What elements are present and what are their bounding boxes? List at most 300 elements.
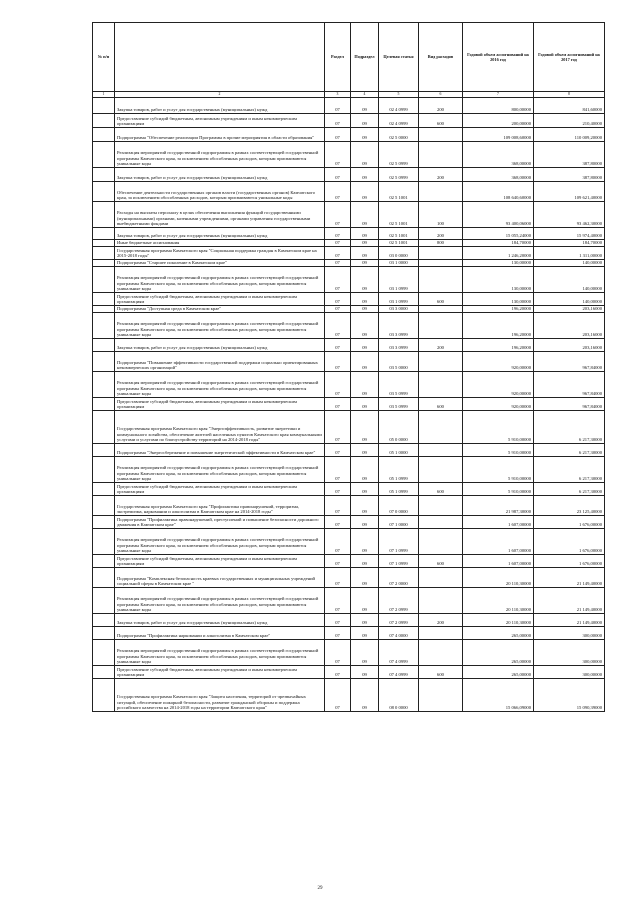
column-number: 8 [534,92,605,98]
row-number [93,260,115,267]
row-name: Предоставление субсидий бюджетным, автономным учреждениям и иным некоммерческим организациям [115,114,325,128]
row-subsection: 09 [351,679,379,712]
row-amount-2017: 387,80000 [534,168,605,182]
row-amount-2017: 140,00000 [534,260,605,267]
row-number [93,247,115,260]
row-name: Предоставление субсидий бюджетным, автономным учреждениям и иным некоммерческим организациям [115,666,325,679]
row-subsection: 09 [351,614,379,627]
row-amount-2016: 200,00000 [463,114,534,128]
row-number [93,568,115,588]
row-expense-type [419,142,463,168]
row-number [93,666,115,679]
row-number [93,372,115,398]
row-target-article: 02 5 0999 [379,168,419,182]
row-target-article: 07 2 0999 [379,614,419,627]
row-expense-type: 600 [419,398,463,411]
row-target-article: 02 4 0999 [379,114,419,128]
row-subsection: 09 [351,516,379,529]
row-amount-2016: 196,20000 [463,306,534,313]
budget-document [92,22,604,712]
header-number: № п/п [93,23,115,92]
row-target-article: 05 0 0000 [379,411,419,444]
row-target-article: 07 4 0999 [379,666,419,679]
row-section: 07 [325,182,351,202]
row-amount-2017: 387,80000 [534,142,605,168]
row-number [93,202,115,228]
row-section: 07 [325,588,351,614]
row-name: Подпрограмма "Комплексная безопасность краевых государственных и муниципальных учреждений социальной сферы в Камчатском крае " [115,568,325,588]
row-name: Государственная программа Камчатского края "Социальная поддержка граждан в Камчатском крае на 2015-2018 годы" [115,247,325,260]
row-number [93,142,115,168]
row-amount-2017: 21 149,40000 [534,588,605,614]
row-number [93,114,115,128]
row-subsection: 09 [351,313,379,339]
column-number: 3 [325,92,351,98]
row-amount-2016: 920,00000 [463,352,534,372]
header-subsection: Подраздел [351,23,379,92]
row-subsection: 09 [351,240,379,247]
row-name: Подпрограмма "Профилактика правонарушений, преступлений и повышение безопасности дорожного движения в Камчатском крае" [115,516,325,529]
row-amount-2017: 15 974,40000 [534,228,605,240]
table-row [93,568,605,588]
table-row [93,182,605,202]
column-number: 1 [93,92,115,98]
row-amount-2016: 368,00000 [463,168,534,182]
row-target-article: 05 1 0999 [379,483,419,496]
table-row [93,267,605,293]
table-row [93,260,605,267]
row-section: 07 [325,339,351,352]
table-row [93,372,605,398]
row-section: 07 [325,627,351,640]
table-row [93,640,605,666]
row-target-article: 07 0 0000 [379,496,419,516]
row-number [93,496,115,516]
row-subsection: 09 [351,444,379,457]
row-expense-type [419,679,463,712]
row-subsection: 09 [351,588,379,614]
row-subsection: 09 [351,555,379,568]
row-name: Реализация мероприятий государственной подпрограммы в рамках соответствующей государственной программы Камчатского края, за исключением обособленных расходов, которым присваиваются уникальные коды [115,457,325,483]
row-name: Государственная программа Камчатского края "Профилактика правонарушений, терроризма, экстремизма, наркомании и алкоголизма в Камчатском крае на 2014-2018 годы" [115,496,325,516]
row-target-article: 02 5 1001 [379,202,419,228]
row-amount-2017: 841,60000 [534,98,605,114]
row-target-article: 07 1 0000 [379,516,419,529]
row-number [93,588,115,614]
row-name: Реализация мероприятий государственной подпрограммы в рамках соответствующей государственной программы Камчатского края, за исключением обособленных расходов, которым присваиваются уникальные коды [115,372,325,398]
row-section: 07 [325,240,351,247]
row-amount-2016: 368,00000 [463,142,534,168]
row-amount-2016: 20 110,30000 [463,568,534,588]
row-amount-2016: 800,00000 [463,98,534,114]
row-section: 07 [325,516,351,529]
row-section: 07 [325,614,351,627]
row-section: 07 [325,247,351,260]
row-amount-2016: 5 910,00000 [463,457,534,483]
row-number [93,182,115,202]
row-target-article: 02 5 1001 [379,228,419,240]
row-expense-type [419,247,463,260]
row-subsection: 09 [351,666,379,679]
row-expense-type [419,313,463,339]
row-amount-2017: 93 462,30000 [534,202,605,228]
row-expense-type: 200 [419,228,463,240]
row-section: 07 [325,568,351,588]
row-target-article: 07 2 0999 [379,588,419,614]
row-number [93,457,115,483]
row-number [93,313,115,339]
row-expense-type: 600 [419,555,463,568]
row-amount-2017: 21 149,40000 [534,614,605,627]
column-number: 6 [419,92,463,98]
row-amount-2017: 23 125,40000 [534,496,605,516]
row-expense-type [419,372,463,398]
row-name: Реализация мероприятий государственной подпрограммы в рамках соответствующей государственной программы Камчатского края, за исключением обособленных расходов, которым присваиваются уникальные коды [115,313,325,339]
row-subsection: 09 [351,98,379,114]
row-name: Реализация мероприятий государственной подпрограммы в рамках соответствующей государственной программы Камчатского края, за исключением обособленных расходов, которым присваиваются уникальные коды [115,588,325,614]
row-section: 07 [325,128,351,142]
row-amount-2016: 1 607,00000 [463,529,534,555]
table-row [93,614,605,627]
row-section: 07 [325,168,351,182]
row-subsection: 09 [351,228,379,240]
row-name: Расходы на выплаты персоналу в целях обеспечения выполнения функций государственными (муниципальными) органами, казенными учреждениями, органами управления государственными внебюджетными фондами [115,202,325,228]
row-name: Реализация мероприятий государственной подпрограммы в рамках соответствующей государственной программы Камчатского края, за исключением обособленных расходов, которым присваиваются уникальные коды [115,529,325,555]
row-expense-type [419,260,463,267]
table-row [93,228,605,240]
row-subsection: 09 [351,496,379,516]
table-row [93,444,605,457]
row-amount-2017: 203,16000 [534,339,605,352]
table-row [93,142,605,168]
row-amount-2017: 140,00000 [534,267,605,293]
header-section: Раздел [325,23,351,92]
table-row [93,313,605,339]
row-amount-2017: 6 217,30000 [534,457,605,483]
table-row [93,352,605,372]
row-expense-type: 200 [419,98,463,114]
row-subsection: 09 [351,182,379,202]
row-target-article: 05 1 0999 [379,457,419,483]
row-number [93,398,115,411]
header-target-article: Целевая статья [379,23,419,92]
row-subsection: 09 [351,352,379,372]
row-section: 07 [325,457,351,483]
row-target-article: 03 3 0999 [379,313,419,339]
row-expense-type: 800 [419,240,463,247]
row-amount-2016: 15 055,24000 [463,228,534,240]
row-expense-type [419,627,463,640]
row-section: 07 [325,411,351,444]
row-number [93,627,115,640]
row-expense-type: 600 [419,293,463,306]
row-name: Государственная программа Камчатского края "Энергоэффективность, развитие энергетики и коммунального хозяйства, обеспечение жителей населенных пунктов Камчатского края коммунальными услугами и услугами по благоустройству территорий на 2014-2018 годы" [115,411,325,444]
row-amount-2016: 265,00000 [463,640,534,666]
header-volume-2016: Годовой объем ассигнований на 2016 год [463,23,534,92]
row-amount-2016: 93 400,06000 [463,202,534,228]
row-name: Обеспечение деятельности государственных органов власти (государственных органов) Камчатского края, за исключением обособленных расходов, которым присваиваются уникальные коды [115,182,325,202]
row-amount-2016: 1 607,00000 [463,555,534,568]
row-target-article: 07 2 0000 [379,568,419,588]
row-subsection: 09 [351,457,379,483]
row-subsection: 09 [351,247,379,260]
row-amount-2017: 967,84000 [534,398,605,411]
row-name: Закупка товаров, работ и услуг для государственных (муниципальных) нужд [115,168,325,182]
row-number [93,411,115,444]
row-subsection: 09 [351,529,379,555]
row-target-article: 03 5 0999 [379,372,419,398]
row-target-article: 03 1 0999 [379,267,419,293]
budget-table [92,22,605,712]
table-row [93,411,605,444]
row-amount-2017: 967,84000 [534,352,605,372]
table-row [93,588,605,614]
row-expense-type: 600 [419,114,463,128]
row-number [93,679,115,712]
row-expense-type [419,267,463,293]
row-number [93,444,115,457]
row-amount-2016: 5 910,00000 [463,444,534,457]
row-number [93,228,115,240]
row-expense-type [419,457,463,483]
row-number [93,306,115,313]
row-number [93,640,115,666]
row-number [93,529,115,555]
row-expense-type [419,568,463,588]
row-target-article: 02 4 0999 [379,98,419,114]
row-number [93,483,115,496]
row-subsection: 09 [351,114,379,128]
table-row [93,128,605,142]
row-number [93,352,115,372]
row-expense-type [419,306,463,313]
table-body [93,98,605,712]
row-section: 07 [325,98,351,114]
table-row [93,666,605,679]
row-amount-2017: 21 149,40000 [534,568,605,588]
table-row [93,679,605,712]
row-expense-type: 600 [419,666,463,679]
column-number: 4 [351,92,379,98]
row-name: Предоставление субсидий бюджетным, автономным учреждениям и иным некоммерческим организациям [115,555,325,568]
row-name: Подпрограмма "Обеспечение реализации Программы в прочие мероприятия в области образования" [115,128,325,142]
row-subsection: 09 [351,640,379,666]
row-number [93,267,115,293]
column-number: 2 [115,92,325,98]
row-subsection: 09 [351,411,379,444]
row-target-article: 07 1 0999 [379,555,419,568]
row-name: Реализация мероприятий государственной подпрограммы в рамках соответствующей государственной программы Камчатского края, за исключением обособленных расходов, которым присваиваются уникальные коды [115,267,325,293]
table-row [93,202,605,228]
row-target-article: 03 1 0999 [379,293,419,306]
row-expense-type: 100 [419,202,463,228]
table-row [93,398,605,411]
row-number [93,168,115,182]
row-amount-2016: 109 008,60000 [463,128,534,142]
table-row [93,457,605,483]
row-section: 07 [325,372,351,398]
row-subsection: 09 [351,260,379,267]
row-name: Подпрограмма "Профилактика наркомании и алкоголизма в Камчатском крае" [115,627,325,640]
row-name: Подпрограмма "Доступная среда в Камчатском крае" [115,306,325,313]
table-row [93,98,605,114]
row-amount-2016: 920,00000 [463,372,534,398]
row-amount-2017: 6 217,30000 [534,483,605,496]
row-section: 07 [325,496,351,516]
row-amount-2017: 203,16000 [534,313,605,339]
row-expense-type [419,496,463,516]
table-row [93,627,605,640]
row-amount-2016: 20 110,30000 [463,588,534,614]
row-target-article: 02 5 1001 [379,182,419,202]
table-row [93,496,605,516]
row-target-article: 03 3 0999 [379,339,419,352]
row-amount-2016: 108 640,60000 [463,182,534,202]
row-amount-2017: 1 676,00000 [534,516,605,529]
row-section: 07 [325,202,351,228]
column-number: 5 [379,92,419,98]
row-amount-2017: 210,40000 [534,114,605,128]
row-expense-type: 200 [419,339,463,352]
row-amount-2017: 1 311,00000 [534,247,605,260]
row-target-article: 03 0 0000 [379,247,419,260]
row-section: 07 [325,260,351,267]
row-expense-type [419,352,463,372]
column-number: 7 [463,92,534,98]
row-name: Предоставление субсидий бюджетным, автономным учреждениям и иным некоммерческим организациям [115,293,325,306]
row-expense-type [419,411,463,444]
row-subsection: 09 [351,128,379,142]
row-number [93,339,115,352]
row-number [93,98,115,114]
row-amount-2017: 1 676,00000 [534,529,605,555]
row-amount-2016: 130,00000 [463,293,534,306]
row-target-article: 07 4 0000 [379,627,419,640]
row-name: Подпрограмма "Повышение эффективности государственной поддержки социально ориентированных некоммерческих организаций" [115,352,325,372]
row-amount-2017: 184,70000 [534,240,605,247]
row-subsection: 09 [351,293,379,306]
row-target-article: 03 3 0000 [379,306,419,313]
row-target-article: 02 5 0999 [379,142,419,168]
header-volume-2017: Годовой объем ассигнований на 2017 год [534,23,605,92]
row-name: Закупка товаров, работ и услуг для государственных (муниципальных) нужд [115,339,325,352]
row-amount-2016: 20 110,30000 [463,614,534,627]
row-expense-type [419,640,463,666]
row-subsection: 09 [351,142,379,168]
row-name: Закупка товаров, работ и услуг для государственных (муниципальных) нужд [115,228,325,240]
row-name: Закупка товаров, работ и услуг для государственных (муниципальных) нужд [115,614,325,627]
table-header-row [93,23,605,92]
row-amount-2017: 15 090,39000 [534,679,605,712]
row-subsection: 09 [351,306,379,313]
row-amount-2016: 265,00000 [463,627,534,640]
row-expense-type: 200 [419,614,463,627]
row-number [93,614,115,627]
row-name: Государственная программа Камчатского края "Защита населения, территорий от чрезвычайных ситуаций, обеспечение пожарной безопасности, развитие гражданской обороны и поддержка российского казачества на 2014-2018 годы на территории Камчатского края" [115,679,325,712]
row-section: 07 [325,142,351,168]
row-section: 07 [325,398,351,411]
row-amount-2017: 300,00000 [534,627,605,640]
row-section: 07 [325,114,351,128]
row-amount-2016: 130,00000 [463,260,534,267]
row-subsection: 09 [351,339,379,352]
table-row [93,240,605,247]
row-section: 07 [325,306,351,313]
row-name: Предоставление субсидий бюджетным, автономным учреждениям и иным некоммерческим организациям [115,398,325,411]
row-section: 07 [325,640,351,666]
row-subsection: 09 [351,568,379,588]
row-name: Закупка товаров, работ и услуг для государственных (муниципальных) нужд [115,98,325,114]
row-amount-2016: 196,20000 [463,339,534,352]
table-row [93,114,605,128]
row-amount-2016: 184,70000 [463,240,534,247]
row-target-article: 05 1 0000 [379,444,419,457]
row-section: 07 [325,666,351,679]
row-amount-2017: 6 217,30000 [534,444,605,457]
row-section: 07 [325,555,351,568]
row-number [93,240,115,247]
row-amount-2016: 15 066,09000 [463,679,534,712]
row-amount-2016: 1 607,00000 [463,516,534,529]
row-subsection: 09 [351,627,379,640]
row-amount-2016: 21 987,30000 [463,496,534,516]
row-name: Реализация мероприятий государственной подпрограммы в рамках соответствующей государственной программы Камчатского края, за исключением обособленных расходов, которым присваиваются уникальные коды [115,640,325,666]
row-section: 07 [325,293,351,306]
row-subsection: 09 [351,202,379,228]
row-target-article: 02 5 1001 [379,240,419,247]
row-amount-2017: 6 217,30000 [534,411,605,444]
row-amount-2016: 265,00000 [463,666,534,679]
row-target-article: 03 5 0000 [379,352,419,372]
row-subsection: 09 [351,398,379,411]
row-expense-type [419,444,463,457]
row-amount-2016: 920,00000 [463,398,534,411]
row-target-article: 07 4 0999 [379,640,419,666]
table-row [93,293,605,306]
row-name: Иные бюджетные ассигнования [115,240,325,247]
row-subsection: 09 [351,267,379,293]
page-number: 29 [317,886,323,891]
table-row [93,483,605,496]
row-target-article: 03 5 0999 [379,398,419,411]
table-row [93,247,605,260]
row-amount-2017: 300,00000 [534,640,605,666]
row-name: Предоставление субсидий бюджетным, автономным учреждениям и иным некоммерческим организациям [115,483,325,496]
row-target-article: 03 1 0000 [379,260,419,267]
row-expense-type: 600 [419,483,463,496]
row-amount-2017: 109 621,40000 [534,182,605,202]
row-amount-2016: 196,20000 [463,313,534,339]
row-amount-2017: 203,16000 [534,306,605,313]
row-target-article: 07 1 0999 [379,529,419,555]
row-expense-type [419,128,463,142]
row-amount-2017: 1 676,00000 [534,555,605,568]
row-number [93,128,115,142]
row-expense-type: 200 [419,168,463,182]
row-expense-type [419,529,463,555]
row-subsection: 09 [351,483,379,496]
table-row [93,306,605,313]
row-section: 07 [325,352,351,372]
row-number [93,293,115,306]
row-amount-2016: 5 910,00000 [463,483,534,496]
row-subsection: 09 [351,168,379,182]
row-section: 07 [325,483,351,496]
row-amount-2017: 110 009,20000 [534,128,605,142]
row-expense-type [419,588,463,614]
row-number [93,555,115,568]
table-row [93,529,605,555]
